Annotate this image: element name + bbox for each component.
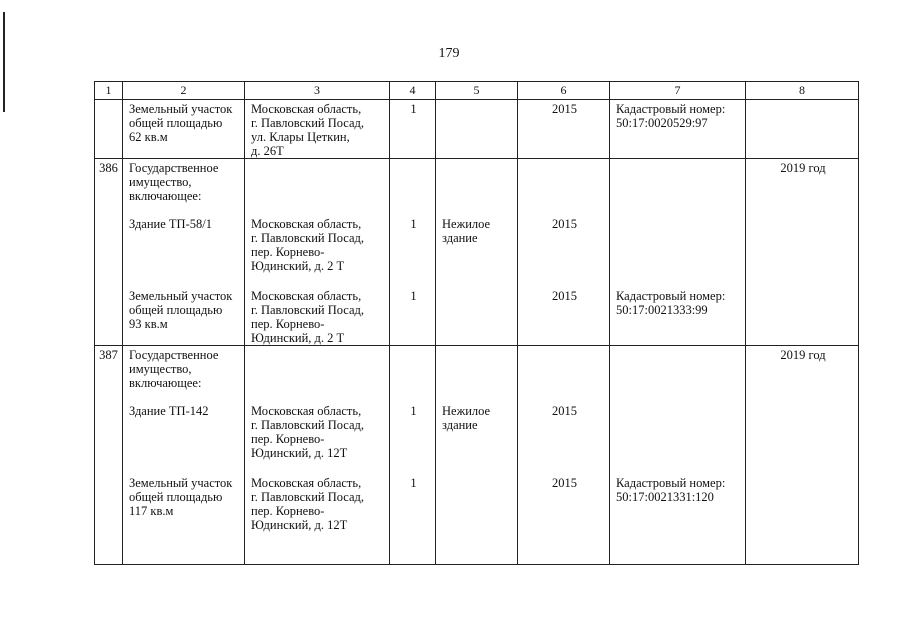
column-number-row [95,82,859,100]
item-quantity: 1 [410,476,417,490]
column-header: 4 [390,82,436,100]
column-header: 2 [123,82,245,100]
column-header: 3 [245,82,390,100]
item-name: Здание ТП-58/1 [129,217,212,231]
item-year: 2015 [552,102,577,116]
group-title: Государственное имущество, включающее: [129,348,219,390]
table-row [95,159,859,346]
column-header: 1 [95,82,123,100]
column-header: 7 [610,82,746,100]
group-title: Государственное имущество, включающее: [129,161,219,203]
table-row [95,346,859,565]
row-date: 2019 год [780,161,826,175]
scan-edge-mark [3,12,5,112]
item-year: 2015 [552,404,577,418]
item-address: Московская область, г. Павловский Посад, ул. Клары Цеткин, д. 26Т [251,102,365,158]
property-table [94,81,859,565]
item-name: Земельный участок общей площадью 93 кв.м [129,289,233,331]
item-address: Московская область, г. Павловский Посад, пер. Корнево- Юдинский, д. 12Т [251,476,365,532]
row-number [95,100,123,159]
row-number: 386 [95,159,123,346]
item-cadastral [616,404,741,462]
item-cadastral: Кадастровый номер: 50:17:0021331:120 [616,476,726,504]
item-cadastral: Кадастровый номер: 50:17:0020529:97 [616,102,726,130]
column-header: 8 [746,82,859,100]
item-type: Нежилое здание [442,217,491,245]
item-address: Московская область, г. Павловский Посад, пер. Корнево- Юдинский, д. 2 Т [251,289,365,345]
item-quantity: 1 [410,102,417,116]
item-type: Нежилое здание [442,404,491,432]
item-name: Здание ТП-142 [129,404,209,418]
table-row [95,100,859,159]
item-year: 2015 [552,217,577,231]
row-number: 387 [95,346,123,565]
column-header: 6 [518,82,610,100]
item-name: Земельный участок общей площадью 62 кв.м [129,102,233,144]
row-date: 2019 год [780,348,826,362]
column-header: 5 [436,82,518,100]
item-quantity: 1 [410,289,417,303]
page-number: 179 [438,46,460,61]
item-quantity: 1 [410,404,417,418]
item-year: 2015 [552,289,577,303]
item-cadastral [616,217,741,275]
item-cadastral: Кадастровый номер: 50:17:0021333:99 [616,289,726,317]
item-year: 2015 [552,476,577,490]
item-address: Московская область, г. Павловский Посад, пер. Корнево- Юдинский, д. 2 Т [251,217,365,273]
item-address: Московская область, г. Павловский Посад, пер. Корнево- Юдинский, д. 12Т [251,404,365,460]
item-name: Земельный участок общей площадью 117 кв.м [129,476,233,518]
item-quantity: 1 [410,217,417,231]
